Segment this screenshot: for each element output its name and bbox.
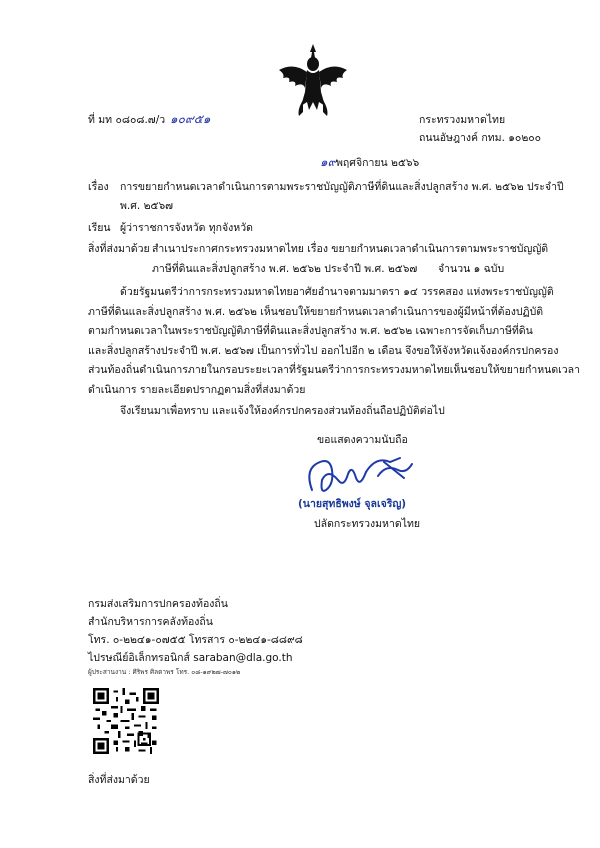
body-line: ส่วนท้องถิ่นดำเนินการภายในกรอบระยะเวลาที่รัฐมนตรีว่าการกระทรวงมหาดไทยเห็นชอบให้ขยายกำหนดเวลา xyxy=(88,364,580,376)
date-month-year: พฤศจิกายน ๒๕๖๖ xyxy=(336,157,420,169)
body-line: ดำเนินการ รายละเอียดปรากฏตามสิ่งที่ส่งมาด้วย xyxy=(88,383,306,396)
attachment-line-1: สำเนาประกาศกระทรวงมหาดไทย เรื่อง ขยายกำหนดเวลาดำเนินการตามพระราชบัญญัติ xyxy=(152,243,549,255)
subject-line-2: พ.ศ. ๒๕๖๗ xyxy=(120,200,174,212)
signature-image xyxy=(300,450,420,500)
footer-attachment-label: สิ่งที่ส่งมาด้วย xyxy=(88,774,150,786)
salutation-recipient: ผู้ว่าราชการจังหวัด ทุกจังหวัด xyxy=(120,222,253,234)
attachment-label: สิ่งที่ส่งมาด้วย xyxy=(88,243,150,255)
subject-line-1: การขยายกำหนดเวลาดำเนินการตามพระราชบัญญัติภาษีที่ดินและสิ่งปลูกสร้าง พ.ศ. ๒๕๖๒ ประจำปี xyxy=(120,181,564,193)
salutation-label: เรียน xyxy=(88,222,111,234)
document-ref-prefix: ที่ มท ๐๘๐๘.๗/ว xyxy=(88,114,166,126)
signatory-position: ปลัดกระทรวงมหาดไทย xyxy=(314,518,421,530)
document-ref-number: ๑๐๙๕๑ xyxy=(170,112,211,126)
footer-email: ไปรษณีย์อิเล็กทรอนิกส์ saraban@dla.go.th xyxy=(88,652,293,664)
qr-code-icon xyxy=(93,688,159,754)
attachment-count: จำนวน ๑ ฉบับ xyxy=(438,263,505,275)
footer-office: สำนักบริหารการคลังท้องถิ่น xyxy=(88,616,213,628)
body-paragraph xyxy=(88,283,580,400)
garuda-emblem-icon xyxy=(273,40,353,120)
body-line: ตามกำหนดเวลาในพระราชบัญญัติภาษีที่ดินและสิ่งปลูกสร้าง พ.ศ. ๒๕๖๒ เฉพาะการจัดเก็บภาษีที่ดิน xyxy=(88,325,533,337)
org-address: ถนนอัษฎางค์ กทม. ๑๐๒๐๐ xyxy=(419,132,542,144)
date-day: ๑๙ xyxy=(320,155,337,169)
body-line: และสิ่งปลูกสร้างประจำปี พ.ศ. ๒๕๖๗ เป็นการทั่วไป ออกไปอีก ๒ เดือน จึงขอให้จังหวัดแจ้งองค์กรปกครอง xyxy=(88,344,559,357)
body-line: ด้วยรัฐมนตรีว่าการกระทรวงมหาดไทยอาศัยอำนาจตามมาตรา ๑๔ วรรคสอง แห่งพระราชบัญญัติ xyxy=(120,286,554,298)
closing-request: จึงเรียนมาเพื่อทราบ และแจ้งให้องค์กรปกครองส่วนท้องถิ่นถือปฏิบัติต่อไป xyxy=(120,405,445,417)
footer-coordinator: ผู้ประสานงาน : ศิริพร ศิลตาพร โทร. ๐๘-๑๙๒๗-๗๐๑๒ xyxy=(88,668,241,676)
attachment-line-2: ภาษีที่ดินและสิ่งปลูกสร้าง พ.ศ. ๒๕๖๒ ประจำปี พ.ศ. ๒๕๖๗ xyxy=(152,263,418,275)
footer-department: กรมส่งเสริมการปกครองท้องถิ่น xyxy=(88,598,228,610)
closing-phrase: ขอแสดงความนับถือ xyxy=(317,434,408,446)
subject-label: เรื่อง xyxy=(88,181,109,193)
body-line: ภาษีที่ดินและสิ่งปลูกสร้าง พ.ศ. ๒๕๖๒ เห็นชอบให้ขยายกำหนดเวลาดำเนินการของผู้มีหน้าที่ต้องปฏิบัติ xyxy=(88,305,544,318)
org-name: กระทรวงมหาดไทย xyxy=(419,114,506,126)
signatory-name: (นายสุทธิพงษ์ จุลเจริญ) xyxy=(298,498,407,510)
footer-phone: โทร. ๐-๒๒๔๑-๐๗๕๕ โทรสาร ๐-๒๒๔๑-๘๘๙๘ xyxy=(88,634,303,646)
